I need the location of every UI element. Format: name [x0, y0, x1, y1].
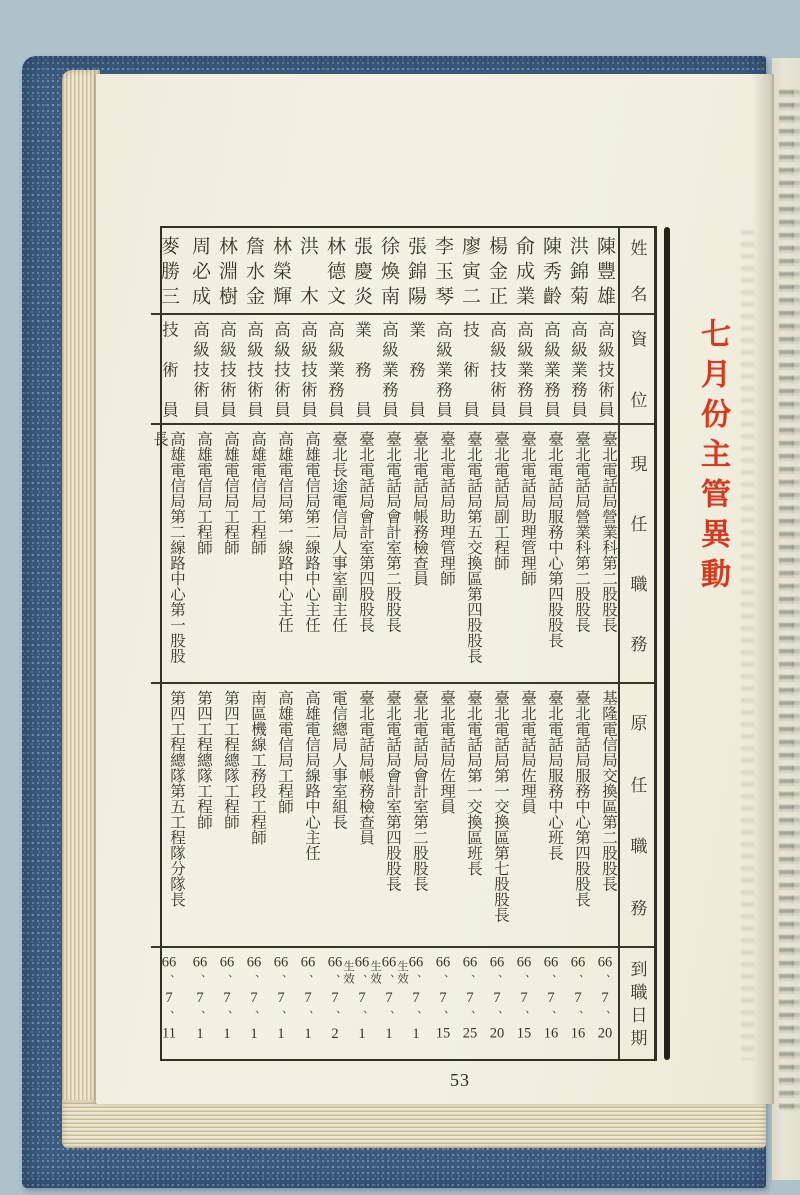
gutter-shadow — [752, 74, 774, 1104]
effective-note: 生效 — [396, 960, 408, 985]
person-column — [321, 228, 354, 1059]
rank-cell: 高 級 技 術 員 — [186, 315, 213, 425]
current-position-cell: 高雄電信局第二線路中心主任 — [294, 425, 321, 684]
previous-position-cell: 第四工程總隊工程師 — [186, 684, 213, 948]
person-column — [537, 228, 564, 1059]
person-column — [483, 228, 510, 1059]
person-column — [294, 228, 321, 1059]
date-cell: 66 、 7 、 2 生效 — [327, 955, 354, 1042]
previous-position-cell: 南區機線工務段工程師 — [240, 684, 267, 948]
current-position-cell: 臺北電話局助理管理師 — [510, 425, 537, 684]
date-cell: 66 、 7 、 1 — [408, 955, 424, 1042]
previous-position-cell: 臺北電話局佐理員 — [429, 684, 456, 948]
current-position-cell: 臺北電話局助理管理師 — [429, 425, 456, 684]
rank-cell: 高 級 技 術 員 — [267, 315, 294, 425]
name-cell: 林 淵 樹 — [213, 228, 240, 315]
header-current: 現 任 職 務 — [620, 425, 654, 684]
rank-cell: 技 術 員 — [151, 315, 186, 425]
date-cell: 66 、 7 、 1 生效 — [381, 955, 408, 1042]
person-column — [429, 228, 456, 1059]
name-cell: 張 慶 炎 — [348, 228, 375, 315]
rank-cell: 高 級 業 務 員 — [375, 315, 402, 425]
current-position-cell: 高雄電信局第一線路中心主任 — [267, 425, 294, 684]
current-position-cell: 臺北電話局第五交換區第四股股長 — [456, 425, 483, 684]
current-position-cell: 臺北電話局營業科第二股股長 — [564, 425, 591, 684]
date-cell: 66 、 7 、 1 — [219, 955, 235, 1042]
current-position-cell: 臺北電話局副工程師 — [483, 425, 510, 684]
date-cell: 66 、 7 、 1 — [192, 955, 208, 1042]
current-position-cell: 高雄電信局工程師 — [213, 425, 240, 684]
name-cell: 詹 水 金 — [240, 228, 267, 315]
current-position-cell: 臺北電話局營業科第二股股長 — [591, 425, 618, 684]
name-cell: 張 錦 陽 — [402, 228, 429, 315]
rank-cell: 高 級 技 術 員 — [483, 315, 510, 425]
person-column — [213, 228, 240, 1059]
rank-cell: 高 級 業 務 員 — [510, 315, 537, 425]
page-title: 七月份主管異動 — [696, 318, 729, 598]
name-cell: 林 榮 輝 — [267, 228, 294, 315]
name-cell: 洪 木 — [294, 228, 321, 315]
rank-cell: 高 級 技 術 員 — [240, 315, 267, 425]
current-position-cell: 高雄電信局第二線路中心第一股股長 — [151, 425, 186, 684]
name-cell: 林 德 文 — [321, 228, 348, 315]
date-cell: 66 、 7 、 11 — [161, 955, 177, 1040]
rank-cell: 高 級 技 術 員 — [294, 315, 321, 425]
rank-cell: 高 級 技 術 員 — [213, 315, 240, 425]
page-number: 53 — [450, 1070, 470, 1090]
name-cell: 楊 金 正 — [483, 228, 510, 315]
rank-cell: 高 級 業 務 員 — [564, 315, 591, 425]
previous-position-cell: 臺北電話局服務中心班長 — [537, 684, 564, 948]
rank-cell: 高 級 業 務 員 — [321, 315, 348, 425]
person-column — [456, 228, 483, 1059]
rank-cell: 高 級 技 術 員 — [591, 315, 618, 425]
person-column — [240, 228, 267, 1059]
previous-position-cell: 臺北電話局會計室第四股股長 — [375, 684, 402, 948]
rank-cell: 業 務 員 — [348, 315, 375, 425]
effective-note: 生效 — [369, 960, 381, 985]
person-column — [151, 228, 186, 1059]
date-cell: 66 、 7 、 16 — [543, 955, 559, 1040]
person-column — [267, 228, 294, 1059]
name-cell: 麥 勝 三 — [151, 228, 186, 315]
previous-position-cell: 第四工程總隊第五工程隊分隊長 — [151, 684, 186, 948]
date-cell: 66 、 7 、 20 — [597, 955, 613, 1040]
binding-side-rule — [664, 227, 670, 1060]
header-date: 到 職 日 期 — [627, 960, 647, 1046]
person-column — [564, 228, 591, 1059]
header-rank: 資 位 — [620, 315, 654, 425]
previous-position-cell: 臺北電話局會計室第二股股長 — [402, 684, 429, 948]
current-position-cell: 臺北電話局會計室第四股股長 — [348, 425, 375, 684]
effective-note: 生效 — [342, 960, 354, 985]
rank-cell: 技 術 員 — [456, 315, 483, 425]
date-cell: 66 、 7 、 1 — [246, 955, 262, 1042]
person-column — [348, 228, 381, 1059]
name-cell: 陳 秀 齡 — [537, 228, 564, 315]
person-column — [402, 228, 429, 1059]
name-cell: 洪 錦 菊 — [564, 228, 591, 315]
personnel-table — [151, 226, 657, 1061]
previous-position-cell: 基隆電信局交換區第二股股長 — [591, 684, 618, 948]
name-cell: 周 必 成 — [186, 228, 213, 315]
previous-position-cell: 第四工程總隊工程師 — [213, 684, 240, 948]
table-header-column — [618, 228, 654, 1059]
current-position-cell: 臺北長途電信局人事室副主任 — [321, 425, 348, 684]
date-cell: 66 、 7 、 20 — [489, 955, 505, 1040]
page-edge-stack-bottom — [62, 1100, 766, 1148]
rank-cell: 高 級 業 務 員 — [429, 315, 456, 425]
person-column — [186, 228, 213, 1059]
person-column — [510, 228, 537, 1059]
previous-position-cell: 臺北電話局第一交換區第七股股長 — [483, 684, 510, 948]
header-previous: 原 任 職 務 — [620, 684, 654, 948]
name-cell: 俞 成 業 — [510, 228, 537, 315]
name-cell: 陳 豐 雄 — [591, 228, 618, 315]
previous-position-cell: 臺北電話局服務中心第四股股長 — [564, 684, 591, 948]
previous-position-cell: 臺北電話局第一交換區班長 — [456, 684, 483, 948]
name-cell: 李 玉 琴 — [429, 228, 456, 315]
date-cell: 66 、 7 、 16 — [570, 955, 586, 1040]
page-edge-stack-left — [62, 70, 100, 1148]
current-position-cell: 臺北電話局服務中心第四股股長 — [537, 425, 564, 684]
current-position-cell: 高雄電信局工程師 — [186, 425, 213, 684]
rank-cell: 業 務 員 — [402, 315, 429, 425]
date-cell: 66 、 7 、 1 — [273, 955, 289, 1042]
previous-position-cell: 臺北電話局佐理員 — [510, 684, 537, 948]
rank-cell: 高 級 業 務 員 — [537, 315, 564, 425]
date-cell: 66 、 7 、 15 — [435, 955, 451, 1040]
bleedthrough-text-column — [792, 90, 800, 1110]
previous-position-cell: 高雄電信局工程師 — [267, 684, 294, 948]
name-cell: 廖 寅 二 — [456, 228, 483, 315]
current-position-cell: 臺北電話局帳務檢查員 — [402, 425, 429, 684]
previous-position-cell: 電信總局人事室組長 — [321, 684, 348, 948]
date-cell: 66 、 7 、 25 — [462, 955, 478, 1040]
person-column — [375, 228, 408, 1059]
previous-position-cell: 臺北電話局帳務檢查員 — [348, 684, 375, 948]
person-column — [591, 228, 618, 1059]
date-cell: 66 、 7 、 1 — [300, 955, 316, 1042]
current-position-cell: 臺北電話局會計室第二股股長 — [375, 425, 402, 684]
header-name: 姓 名 — [620, 228, 654, 315]
current-position-cell: 高雄電信局工程師 — [240, 425, 267, 684]
date-cell: 66 、 7 、 1 生效 — [354, 955, 381, 1042]
name-cell: 徐 煥 南 — [375, 228, 402, 315]
date-cell: 66 、 7 、 15 — [516, 955, 532, 1040]
previous-position-cell: 高雄電信局線路中心主任 — [294, 684, 321, 948]
